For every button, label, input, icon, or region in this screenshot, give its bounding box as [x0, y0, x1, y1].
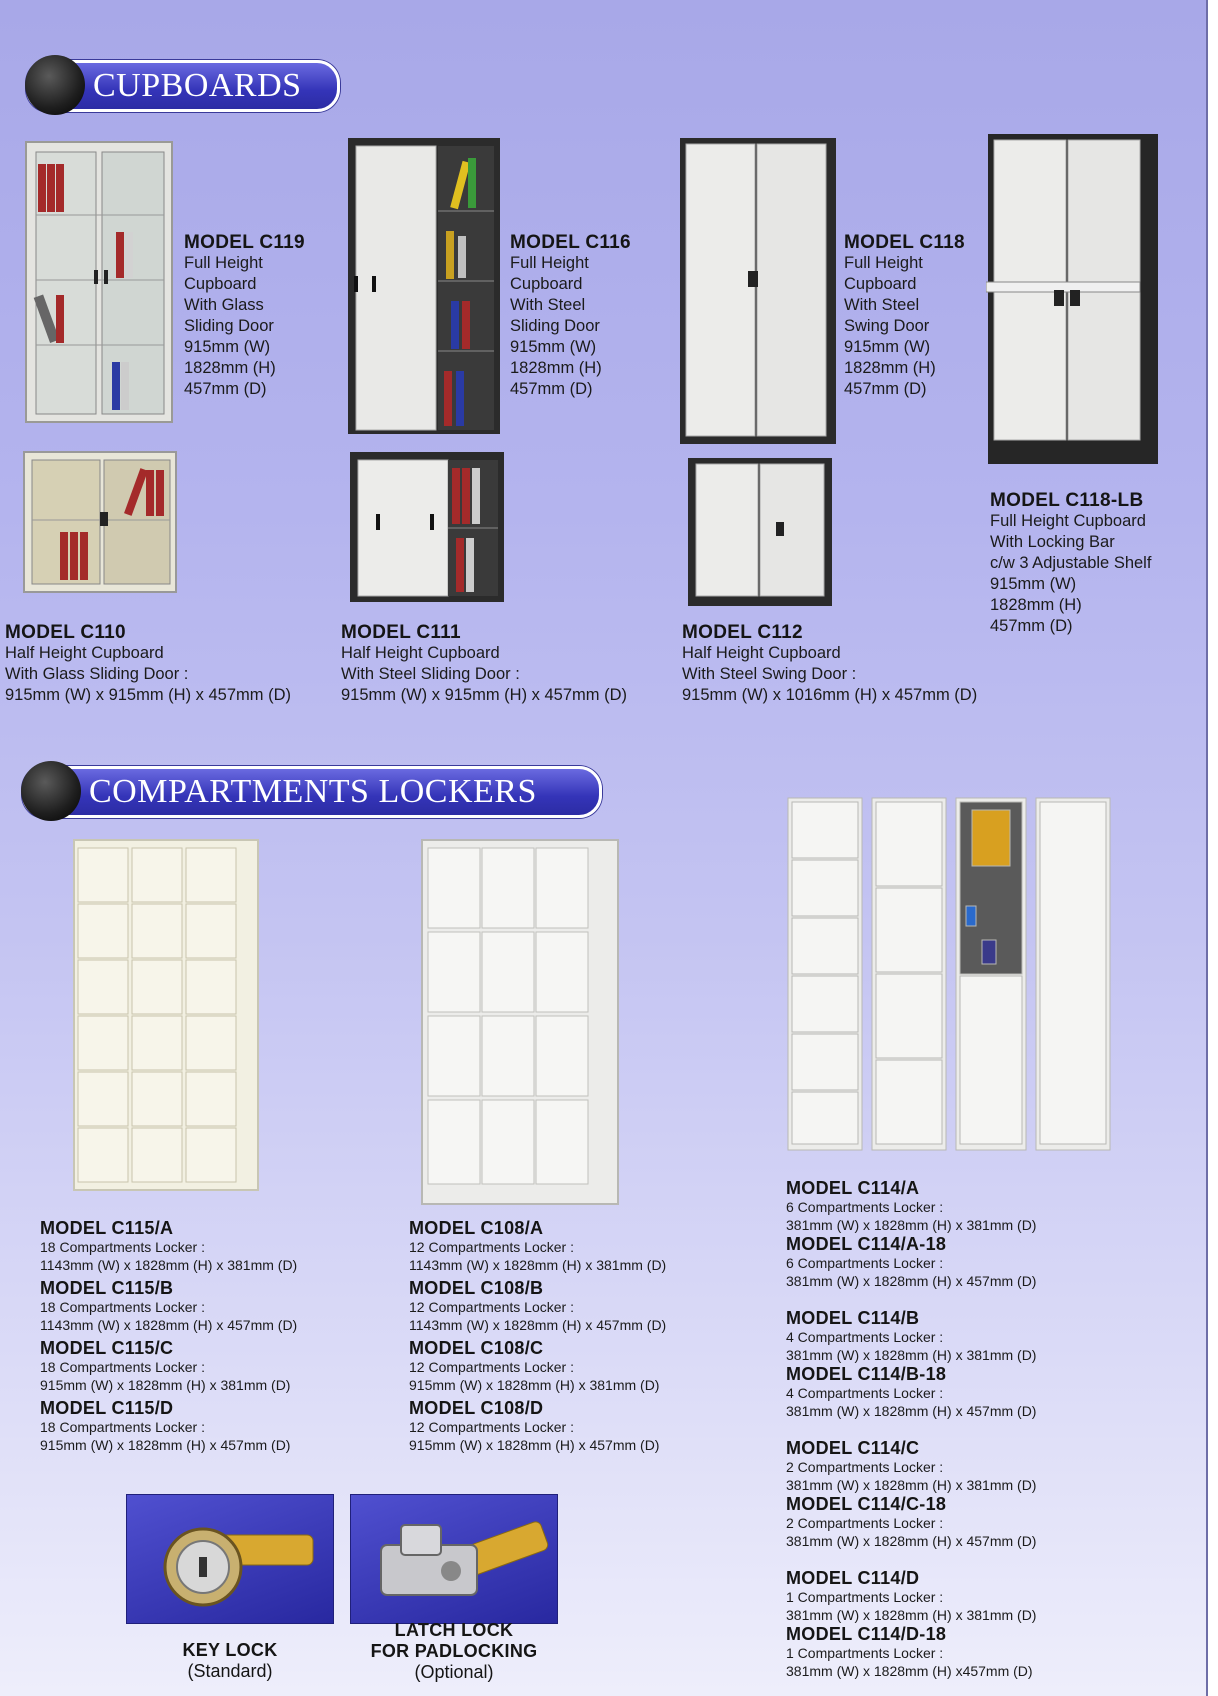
spec-line: 915mm (W) x 1828mm (H) x 457mm (D) [409, 1437, 660, 1453]
latch-lock-image [350, 1494, 558, 1624]
spec-line: 915mm (W) [510, 338, 597, 356]
spec-line: 12 Compartments Locker : [409, 1299, 574, 1315]
spec-line: 381mm (W) x 1828mm (H) x 381mm (D) [786, 1217, 1037, 1233]
key-lock-image [126, 1494, 334, 1624]
key-lock-note: (Standard) [187, 1661, 273, 1681]
spec-line: 1828mm (H) [510, 359, 602, 377]
spec-line: 18 Compartments Locker : [40, 1239, 205, 1255]
model-name: MODEL C115/B [40, 1278, 174, 1298]
locker-c114-specs [786, 1178, 1036, 1680]
spec-line: 1 Compartments Locker : [786, 1589, 944, 1605]
model-name: MODEL C108/B [409, 1278, 544, 1298]
key-lock-name: KEY LOCK [182, 1640, 278, 1660]
spec-line: c/w 3 Adjustable Shelf [990, 554, 1152, 572]
model-name: MODEL C112 [682, 622, 803, 643]
spec-line: Half Height Cupboard [5, 644, 164, 662]
spec-line: 915mm (W) x 1828mm (H) x 381mm (D) [409, 1377, 660, 1393]
spec-line: 4 Compartments Locker : [786, 1329, 944, 1345]
locker-c115-image [72, 838, 262, 1194]
locker-c108-specs [409, 1218, 666, 1454]
spec-line: Full Height [510, 254, 589, 272]
spec-line: 915mm (W) x 915mm (H) x 457mm (D) [5, 686, 292, 704]
spec-line: 2 Compartments Locker : [786, 1515, 944, 1531]
spec-line: 381mm (W) x 1828mm (H) x 381mm (D) [786, 1607, 1037, 1623]
latch-lock-icon [351, 1495, 557, 1623]
latch-lock-caption [356, 1620, 552, 1682]
spec-line: 6 Compartments Locker : [786, 1255, 944, 1271]
product-c119 [184, 232, 305, 400]
spec-line: Full Height Cupboard [990, 512, 1146, 530]
model-name: MODEL C114/D-18 [786, 1624, 947, 1644]
spec-line: 1143mm (W) x 1828mm (H) x 381mm (D) [40, 1257, 298, 1273]
spec-line: 457mm (D) [184, 380, 267, 398]
spec-line: 12 Compartments Locker : [409, 1239, 574, 1255]
model-name: MODEL C115/A [40, 1218, 174, 1238]
spec-line: With Steel [844, 296, 920, 314]
product-c118 [844, 232, 965, 400]
model-name: MODEL C118-LB [990, 490, 1144, 511]
cupboard-c110-image [22, 450, 178, 596]
cupboards-title: CUPBOARDS [93, 67, 302, 104]
spec-line: Full Height [844, 254, 923, 272]
header-bullet-icon [21, 761, 81, 821]
model-name: MODEL C108/A [409, 1218, 544, 1238]
spec-line: 6 Compartments Locker : [786, 1199, 944, 1215]
model-name: MODEL C114/C [786, 1438, 920, 1458]
model-name: MODEL C114/A-18 [786, 1234, 947, 1254]
cupboard-c118-lb-image [986, 132, 1164, 468]
product-c111 [341, 622, 627, 706]
spec-line: With Steel [510, 296, 586, 314]
spec-line: 915mm (W) [990, 575, 1077, 593]
spec-line: 915mm (W) x 915mm (H) x 457mm (D) [341, 686, 628, 704]
spec-line: 1828mm (H) [990, 596, 1082, 614]
spec-line: Swing Door [844, 317, 930, 335]
latch-lock-note: (Optional) [414, 1662, 494, 1682]
spec-line: With Glass Sliding Door : [5, 665, 189, 683]
latch-lock-name: LATCH LOCK [394, 1620, 514, 1640]
spec-line: 457mm (D) [510, 380, 593, 398]
spec-line: Cupboard [844, 275, 917, 293]
spec-line: 381mm (W) x 1828mm (H) x 457mm (D) [786, 1533, 1037, 1549]
key-lock-caption [152, 1640, 308, 1681]
locker-c114-image [786, 796, 1116, 1154]
spec-line: 1143mm (W) x 1828mm (H) x 457mm (D) [409, 1317, 667, 1333]
cupboard-c111-image [348, 450, 506, 604]
spec-line: Cupboard [184, 275, 257, 293]
model-name: MODEL C111 [341, 622, 461, 643]
model-name: MODEL C116 [510, 232, 631, 253]
model-name: MODEL C114/A [786, 1178, 920, 1198]
cupboard-c119-image [24, 140, 176, 426]
model-name: MODEL C114/C-18 [786, 1494, 947, 1514]
spec-line: 915mm (W) x 1828mm (H) x 457mm (D) [40, 1437, 291, 1453]
spec-line: 915mm (W) [184, 338, 271, 356]
spec-line: With Locking Bar [990, 533, 1115, 551]
spec-line: 4 Compartments Locker : [786, 1385, 944, 1401]
latch-lock-name-line2: FOR PADLOCKING [370, 1641, 538, 1661]
spec-line: 915mm (W) [844, 338, 931, 356]
spec-line: 381mm (W) x 1828mm (H) x457mm (D) [786, 1663, 1033, 1679]
spec-line: 381mm (W) x 1828mm (H) x 457mm (D) [786, 1403, 1037, 1419]
spec-line: Cupboard [510, 275, 583, 293]
spec-line: 18 Compartments Locker : [40, 1299, 205, 1315]
spec-line: 1143mm (W) x 1828mm (H) x 381mm (D) [409, 1257, 667, 1273]
cupboard-c118-image [678, 136, 838, 448]
spec-line: With Steel Sliding Door : [341, 665, 520, 683]
spec-line: 457mm (D) [844, 380, 927, 398]
model-name: MODEL C114/B-18 [786, 1364, 947, 1384]
lockers-title: COMPARTMENTS LOCKERS [89, 773, 537, 810]
cupboard-c116-image [346, 136, 504, 438]
locker-c115-specs [40, 1218, 297, 1454]
spec-line: 2 Compartments Locker : [786, 1459, 944, 1475]
spec-line: 12 Compartments Locker : [409, 1359, 574, 1375]
product-c112 [682, 622, 977, 706]
cupboards-header [26, 60, 340, 112]
spec-line: 381mm (W) x 1828mm (H) x 457mm (D) [786, 1273, 1037, 1289]
spec-line: Half Height Cupboard [682, 644, 841, 662]
spec-line: 18 Compartments Locker : [40, 1359, 205, 1375]
spec-line: 1 Compartments Locker : [786, 1645, 944, 1661]
spec-line: Sliding Door [510, 317, 600, 335]
spec-line: Half Height Cupboard [341, 644, 500, 662]
locker-c108-image [420, 838, 620, 1208]
spec-line: 1828mm (H) [184, 359, 276, 377]
model-name: MODEL C115/C [40, 1338, 174, 1358]
spec-line: 1143mm (W) x 1828mm (H) x 457mm (D) [40, 1317, 298, 1333]
product-c110 [5, 622, 291, 706]
model-name: MODEL C108/C [409, 1338, 544, 1358]
page-margin [1208, 0, 1218, 1696]
spec-line: 457mm (D) [990, 617, 1073, 635]
spec-line: 12 Compartments Locker : [409, 1419, 574, 1435]
header-bullet-icon [25, 55, 85, 115]
spec-line: Full Height [184, 254, 263, 272]
cupboard-c112-image [686, 456, 834, 608]
lockers-header [22, 766, 602, 818]
spec-line: 1828mm (H) [844, 359, 936, 377]
model-name: MODEL C118 [844, 232, 965, 253]
key-lock-icon [127, 1495, 333, 1623]
model-name: MODEL C110 [5, 622, 126, 643]
model-name: MODEL C115/D [40, 1398, 174, 1418]
product-c118-lb [990, 490, 1151, 637]
product-c116 [510, 232, 631, 400]
spec-line: 915mm (W) x 1016mm (H) x 457mm (D) [682, 686, 978, 704]
spec-line: 18 Compartments Locker : [40, 1419, 205, 1435]
spec-line: Sliding Door [184, 317, 274, 335]
spec-line: 915mm (W) x 1828mm (H) x 381mm (D) [40, 1377, 291, 1393]
model-name: MODEL C114/D [786, 1568, 920, 1588]
model-name: MODEL C108/D [409, 1398, 544, 1418]
spec-line: 381mm (W) x 1828mm (H) x 381mm (D) [786, 1347, 1037, 1363]
spec-line: 381mm (W) x 1828mm (H) x 381mm (D) [786, 1477, 1037, 1493]
spec-line: With Steel Swing Door : [682, 665, 857, 683]
spec-line: With Glass [184, 296, 264, 314]
model-name: MODEL C119 [184, 232, 305, 253]
model-name: MODEL C114/B [786, 1308, 920, 1328]
